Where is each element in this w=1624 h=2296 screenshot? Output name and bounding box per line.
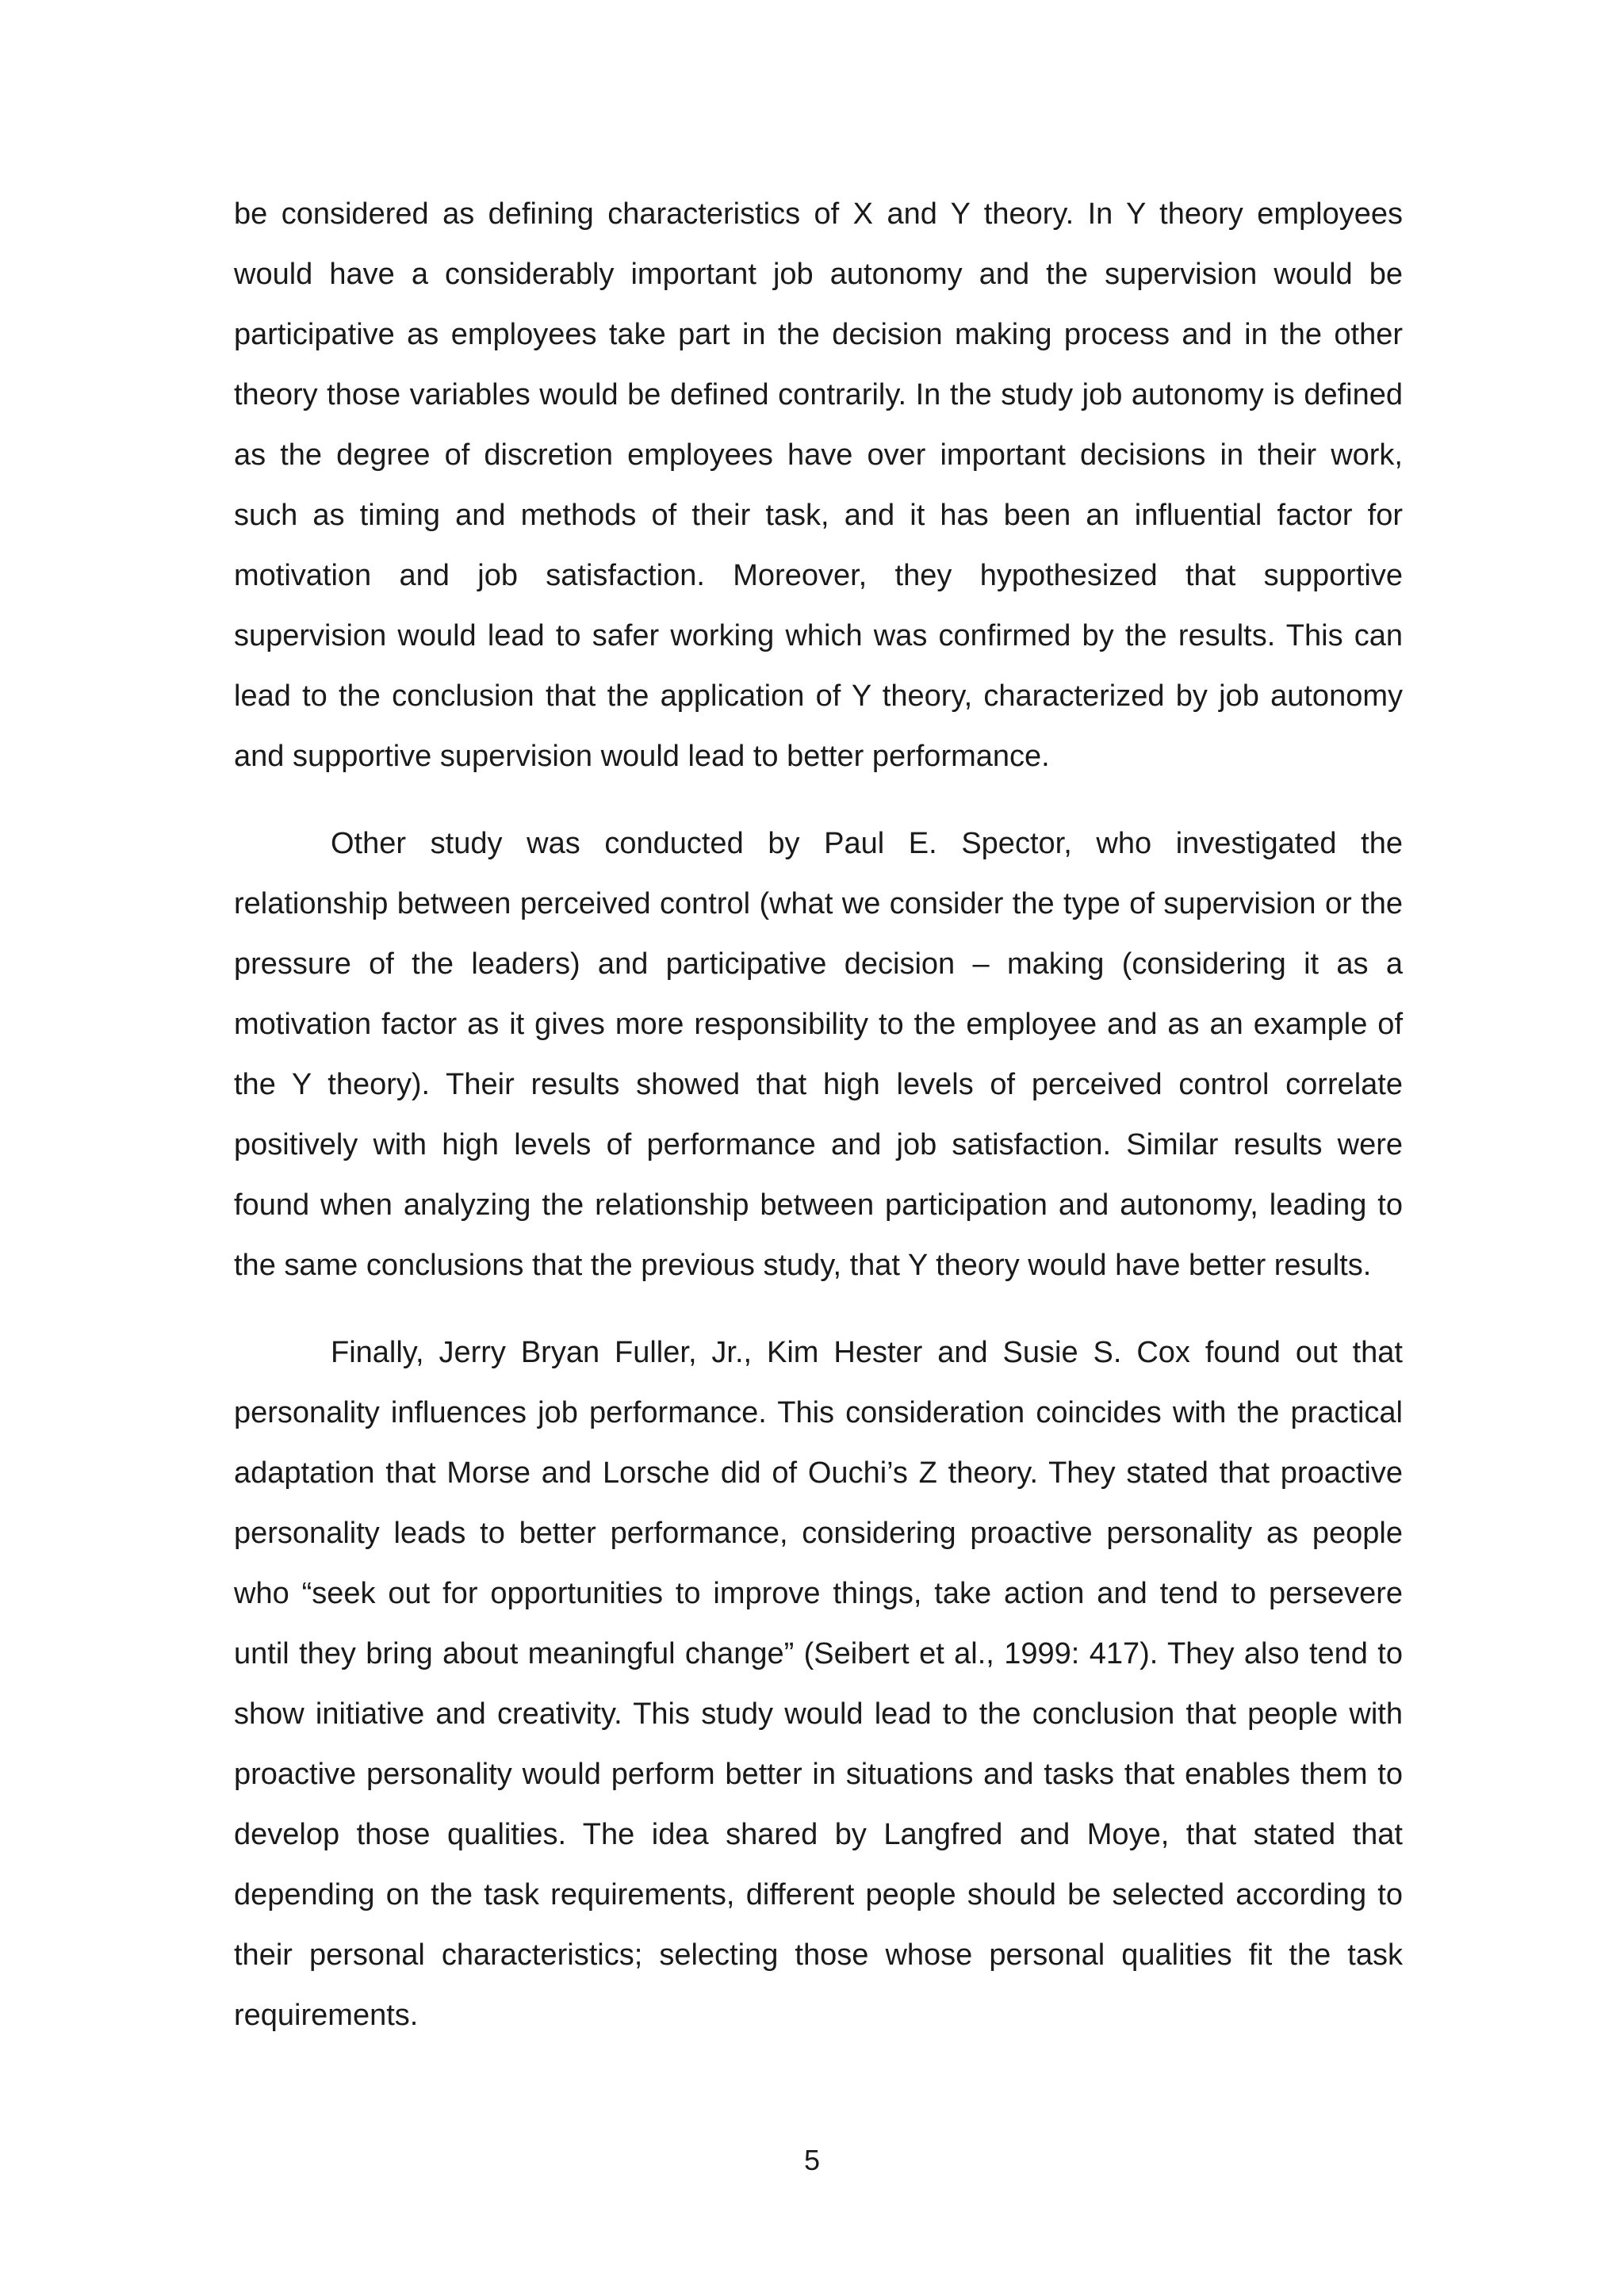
paragraph-3: Finally, Jerry Bryan Fuller, Jr., Kim Hester and Susie S. Cox found out that personality influences job performance. This consideration coincides with the practical adaptation that Morse and Lorsche did of Ouchi’s Z theory. They stated that proactive personality leads to better performance, considering proactive personality as people who “seek out for opportunities to improve things, take action and tend to persevere until they bring about meaningful change” (Seibert et al., 1999: 417). They also tend to show initiative and creativity. This study would lead to the conclusion that people with proactive personality would perform better in situations and tasks that enables them to develop those qualities. The idea shared by Langfred and Moye, that stated that depending on the task requirements, different people should be selected according to their personal characteristics; selecting those whose personal qualities fit the task requirements. <box>234 1336 1403 2032</box>
body-text <box>234 184 1403 2072</box>
page-number: 5 <box>803 2144 821 2176</box>
paragraph-2: Other study was conducted by Paul E. Spector, who investigated the relationship between perceived control (what we consider the type of supervision or the pressure of the leaders) and participative decision – making (considering it as a motivation factor as it gives more responsibility to the employee and as an example of the Y theory). Their results showed that high levels of perceived control correlate positively with high levels of performance and job satisfaction. Similar results were found when analyzing the relationship between participation and autonomy, leading to the same conclusions that the previous study, that Y theory would have better results. <box>234 827 1403 1282</box>
paragraph-1: be considered as defining characteristics of X and Y theory. In Y theory employees would have a considerably important job autonomy and the supervision would be participative as employees take part in the decision making process and in the other theory those variables would be defined contrarily. In the study job autonomy is defined as the degree of discretion employees have over important decisions in their work, such as timing and methods of their task, and it has been an influential factor for motivation and job satisfaction. Moreover, they hypothesized that supportive supervision would lead to safer working which was confirmed by the results. This can lead to the conclusion that the application of Y theory, characterized by job autonomy and supportive supervision would lead to better performance. <box>234 197 1403 773</box>
